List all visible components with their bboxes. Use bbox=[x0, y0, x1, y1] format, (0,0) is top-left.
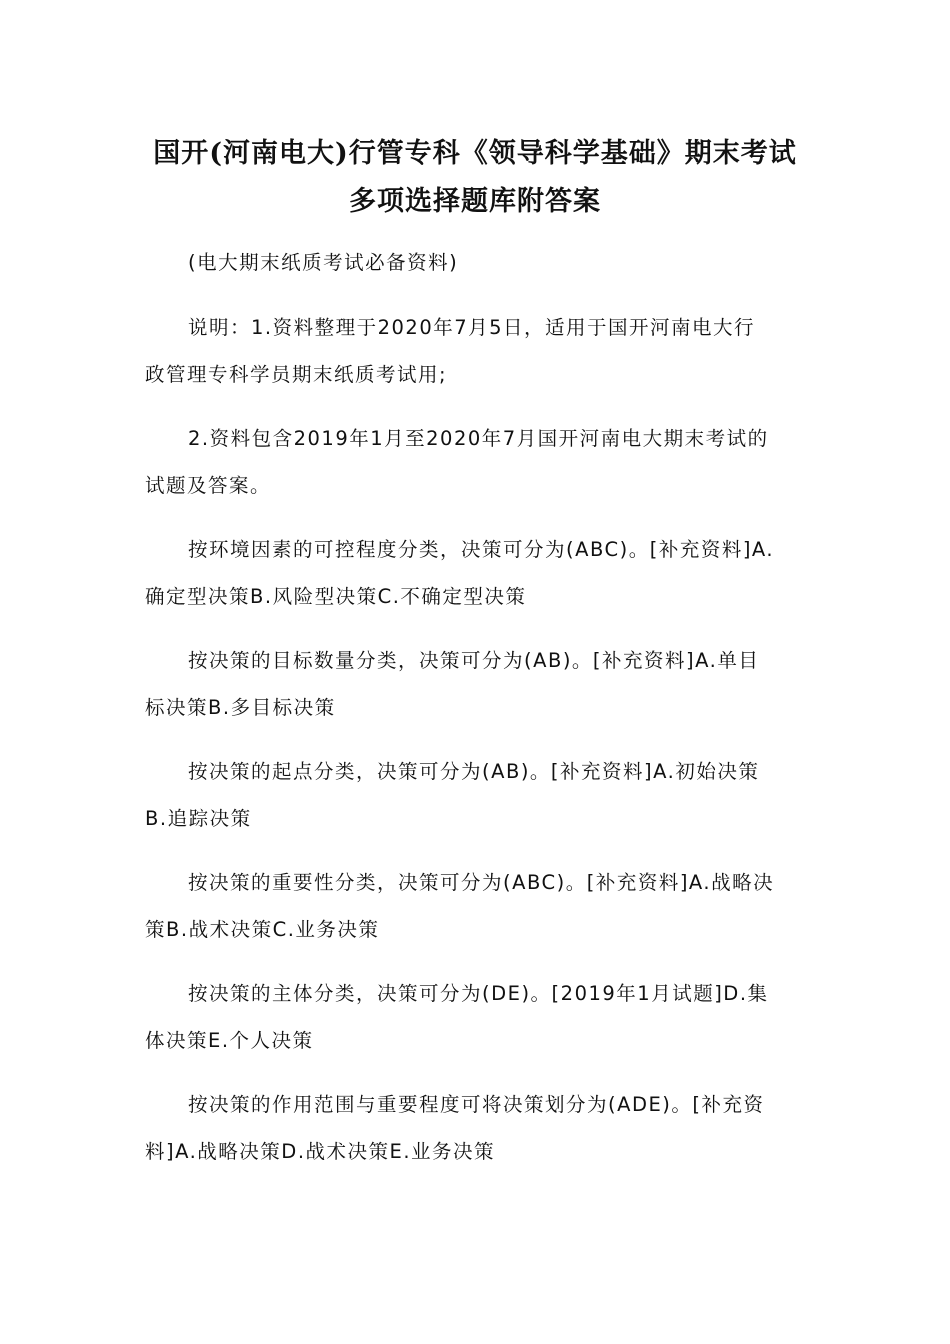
document-title-line-1: 国开(河南电大)行管专科《领导科学基础》期末考试 bbox=[153, 138, 797, 169]
paragraph-1-line-2: 政管理专科学员期末纸质考试用; bbox=[145, 363, 448, 386]
paragraph-5-line-2: B.追踪决策 bbox=[145, 807, 252, 830]
paragraph-4-line-2: 标决策B.多目标决策 bbox=[145, 696, 336, 719]
paragraph-3-line-2: 确定型决策B.风险型决策C.不确定型决策 bbox=[145, 585, 527, 608]
paragraph-7-line-2: 体决策E.个人决策 bbox=[145, 1029, 314, 1052]
document-subtitle: (电大期末纸质考试必备资料) bbox=[188, 251, 459, 274]
paragraph-4-line-1: 按决策的目标数量分类，决策可分为(AB)。[补充资料]A.单目 bbox=[188, 649, 760, 672]
paragraph-6-line-1: 按决策的重要性分类，决策可分为(ABC)。[补充资料]A.战略决 bbox=[188, 871, 775, 894]
paragraph-3-line-1: 按环境因素的可控程度分类，决策可分为(ABC)。[补充资料]A. bbox=[188, 538, 775, 561]
paragraph-8-line-2: 料]A.战略决策D.战术决策E.业务决策 bbox=[145, 1140, 496, 1163]
paragraph-8-line-1: 按决策的作用范围与重要程度可将决策划分为(ADE)。[补充资 bbox=[188, 1093, 765, 1116]
paragraph-5-line-1: 按决策的起点分类，决策可分为(AB)。[补充资料]A.初始决策 bbox=[188, 760, 760, 783]
paragraph-2-line-1: 2.资料包含2019年1月至2020年7月国开河南电大期末考试的 bbox=[188, 427, 769, 450]
paragraph-1-line-1: 说明：1.资料整理于2020年7月5日，适用于国开河南电大行 bbox=[188, 316, 756, 339]
document-title-line-2: 多项选择题库附答案 bbox=[349, 186, 601, 217]
paragraph-6-line-2: 策B.战术决策C.业务决策 bbox=[145, 918, 380, 941]
paragraph-2-line-2: 试题及答案。 bbox=[145, 474, 272, 497]
paragraph-7-line-1: 按决策的主体分类，决策可分为(DE)。[2019年1月试题]D.集 bbox=[188, 982, 769, 1005]
